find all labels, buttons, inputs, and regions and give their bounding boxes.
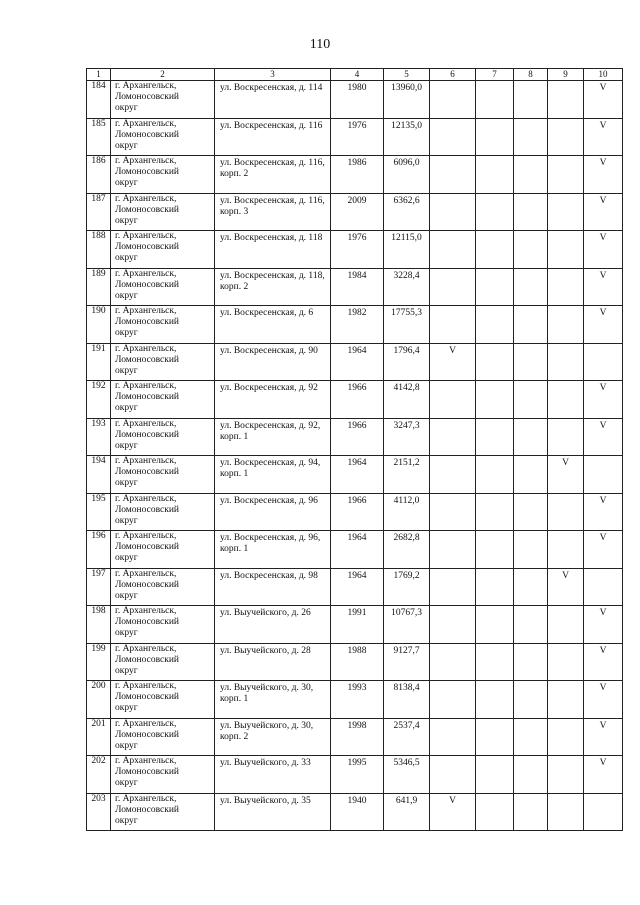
city-line: округ [115, 328, 138, 338]
mark-cell-col-9: V [548, 568, 584, 606]
row-number: 198 [87, 606, 111, 644]
mark-cell-col-9 [548, 681, 584, 719]
city-line: округ [115, 253, 138, 263]
year-cell: 2009 [331, 193, 384, 231]
address-cell: ул. Воскресенская, д. 114 [215, 81, 331, 119]
year-cell: 1993 [331, 681, 384, 719]
mark-cell-col-6 [430, 118, 476, 156]
table-row [87, 381, 623, 419]
mark-cell-col-7 [476, 343, 514, 381]
city-line: г. Архангельск, [115, 643, 177, 654]
mark-cell-col-9 [548, 493, 584, 531]
city-cell [111, 381, 215, 419]
row-number: 190 [87, 306, 111, 344]
year-cell: 1982 [331, 306, 384, 344]
area-cell: 6096,0 [384, 156, 430, 194]
area-cell: 12135,0 [384, 118, 430, 156]
mark-cell-col-8 [514, 531, 548, 569]
city-line: округ [115, 740, 138, 751]
row-number: 185 [87, 118, 111, 156]
address-cell: ул. Воскресенская, д. 116 [215, 118, 331, 156]
mark-cell-col-8 [514, 81, 548, 119]
table-row [87, 606, 623, 644]
year-cell: 1964 [331, 568, 384, 606]
mark-cell-col-6 [430, 268, 476, 306]
city-line: Ломоносовский [115, 804, 180, 815]
address-cell: ул. Выучейского, д. 28 [215, 643, 331, 681]
city-cell [111, 306, 215, 344]
city-line: Ломоносовский [115, 129, 180, 140]
area-cell: 5346,5 [384, 756, 430, 794]
city-line: Ломоносовский [115, 767, 180, 777]
city-cell [111, 268, 215, 306]
mark-cell-col-6 [430, 306, 476, 344]
city-line: Ломоносовский [115, 504, 180, 515]
city-line: г. Архангельск, [115, 118, 177, 129]
mark-cell-col-6 [430, 81, 476, 119]
year-cell: 1991 [331, 606, 384, 644]
area-cell: 3247,3 [384, 418, 430, 456]
area-cell: 17755,3 [384, 306, 430, 344]
address-cell: ул. Воскресенская, д. 96, корп. 1 [215, 531, 331, 569]
mark-cell-col-7 [476, 756, 514, 794]
city-line: Ломоносовский [115, 579, 180, 590]
mark-cell-col-6 [430, 643, 476, 681]
city-line: г. Архангельск, [115, 343, 177, 354]
year-cell: 1988 [331, 643, 384, 681]
table-row [87, 118, 623, 156]
city-line: Ломоносовский [115, 542, 180, 552]
city-line: г. Архангельск, [115, 268, 177, 279]
city-cell [111, 118, 215, 156]
mark-cell-col-9 [548, 793, 584, 831]
area-cell: 3228,4 [384, 268, 430, 306]
city-cell [111, 493, 215, 531]
city-line: г. Архангельск, [115, 793, 177, 804]
year-cell: 1966 [331, 381, 384, 419]
city-line: Ломоносовский [115, 617, 180, 627]
city-line: округ [115, 515, 138, 526]
row-number: 194 [87, 456, 111, 494]
mark-cell-col-10: V [584, 531, 623, 569]
mark-cell-col-8 [514, 418, 548, 456]
column-header: 1 [87, 69, 111, 81]
mark-cell-col-7 [476, 718, 514, 756]
address-cell: ул. Воскресенская, д. 98 [215, 568, 331, 606]
city-line: г. Архангельск, [115, 306, 177, 316]
area-cell: 8138,4 [384, 681, 430, 719]
address-cell: ул. Воскресенская, д. 118 [215, 231, 331, 269]
table-row [87, 493, 623, 531]
city-line: Ломоносовский [115, 354, 180, 365]
column-number-row [87, 69, 623, 81]
city-line: г. Архангельск, [115, 193, 177, 204]
mark-cell-col-6 [430, 193, 476, 231]
address-cell: ул. Выучейского, д. 33 [215, 756, 331, 794]
city-line: Ломоносовский [115, 729, 180, 740]
mark-cell-col-10: V [584, 718, 623, 756]
mark-cell-col-10: V [584, 81, 623, 119]
city-line: г. Архангельск, [115, 418, 177, 429]
city-cell [111, 456, 215, 494]
city-line: Ломоносовский [115, 392, 180, 402]
table-row [87, 306, 623, 344]
address-cell: ул. Выучейского, д. 35 [215, 793, 331, 831]
row-number: 195 [87, 493, 111, 531]
area-cell: 13960,0 [384, 81, 430, 119]
column-header: 2 [111, 69, 215, 81]
mark-cell-col-8 [514, 793, 548, 831]
mark-cell-col-6 [430, 493, 476, 531]
row-number: 184 [87, 81, 111, 119]
address-cell: ул. Воскресенская, д. 92 [215, 381, 331, 419]
mark-cell-col-9 [548, 231, 584, 269]
address-cell: ул. Воскресенская, д. 116, корп. 3 [215, 193, 331, 231]
year-cell: 1966 [331, 418, 384, 456]
mark-cell-col-7 [476, 568, 514, 606]
mark-cell-col-9 [548, 343, 584, 381]
year-cell: 1964 [331, 343, 384, 381]
city-line: г. Архангельск, [115, 81, 177, 91]
city-line: г. Архангельск, [115, 681, 177, 691]
year-cell: 1986 [331, 156, 384, 194]
area-cell: 9127,7 [384, 643, 430, 681]
mark-cell-col-10 [584, 343, 623, 381]
city-cell [111, 343, 215, 381]
mark-cell-col-9 [548, 118, 584, 156]
mark-cell-col-8 [514, 681, 548, 719]
mark-cell-col-7 [476, 381, 514, 419]
mark-cell-col-7 [476, 231, 514, 269]
year-cell: 1964 [331, 456, 384, 494]
mark-cell-col-6 [430, 456, 476, 494]
city-line: г. Архангельск, [115, 493, 177, 504]
mark-cell-col-10: V [584, 381, 623, 419]
mark-cell-col-7 [476, 118, 514, 156]
year-cell: 1984 [331, 268, 384, 306]
address-cell: ул. Выучейского, д. 26 [215, 606, 331, 644]
address-cell: ул. Воскресенская, д. 92, корп. 1 [215, 418, 331, 456]
mark-cell-col-6 [430, 606, 476, 644]
column-header: 8 [514, 69, 548, 81]
mark-cell-col-9 [548, 756, 584, 794]
city-line: Ломоносовский [115, 242, 180, 252]
mark-cell-col-9 [548, 306, 584, 344]
city-cell [111, 531, 215, 569]
mark-cell-col-6 [430, 756, 476, 794]
mark-cell-col-10: V [584, 681, 623, 719]
mark-cell-col-7 [476, 268, 514, 306]
city-line: Ломоносовский [115, 204, 180, 215]
address-cell: ул. Выучейского, д. 30, корп. 2 [215, 718, 331, 756]
mark-cell-col-8 [514, 268, 548, 306]
city-line: округ [115, 178, 138, 188]
mark-cell-col-8 [514, 756, 548, 794]
year-cell: 1964 [331, 531, 384, 569]
area-cell: 2682,8 [384, 531, 430, 569]
mark-cell-col-7 [476, 456, 514, 494]
area-cell: 1796,4 [384, 343, 430, 381]
city-cell [111, 643, 215, 681]
mark-cell-col-9 [548, 718, 584, 756]
mark-cell-col-7 [476, 531, 514, 569]
table-body [87, 81, 623, 831]
row-number: 192 [87, 381, 111, 419]
mark-cell-col-10: V [584, 231, 623, 269]
column-header: 3 [215, 69, 331, 81]
city-cell [111, 793, 215, 831]
row-number: 188 [87, 231, 111, 269]
city-line: округ [115, 478, 138, 488]
city-line: округ [115, 815, 138, 826]
mark-cell-col-10: V [584, 268, 623, 306]
address-cell: ул. Воскресенская, д. 6 [215, 306, 331, 344]
year-cell: 1998 [331, 718, 384, 756]
row-number: 196 [87, 531, 111, 569]
mark-cell-col-8 [514, 231, 548, 269]
mark-cell-col-8 [514, 493, 548, 531]
mark-cell-col-8 [514, 306, 548, 344]
mark-cell-col-10: V [584, 493, 623, 531]
year-cell: 1980 [331, 81, 384, 119]
city-line: округ [115, 440, 138, 451]
mark-cell-col-9 [548, 268, 584, 306]
mark-cell-col-6 [430, 531, 476, 569]
column-header: 9 [548, 69, 584, 81]
area-cell: 4112,0 [384, 493, 430, 531]
mark-cell-col-8 [514, 381, 548, 419]
city-line: г. Архангельск, [115, 381, 177, 391]
city-line: Ломоносовский [115, 429, 180, 440]
address-cell: ул. Воскресенская, д. 96 [215, 493, 331, 531]
mark-cell-col-9 [548, 418, 584, 456]
mark-cell-col-7 [476, 81, 514, 119]
city-cell [111, 231, 215, 269]
year-cell: 1976 [331, 118, 384, 156]
mark-cell-col-6 [430, 681, 476, 719]
mark-cell-col-8 [514, 193, 548, 231]
mark-cell-col-10: V [584, 118, 623, 156]
city-cell [111, 156, 215, 194]
city-line: округ [115, 290, 138, 301]
mark-cell-col-7 [476, 493, 514, 531]
area-cell: 641,9 [384, 793, 430, 831]
mark-cell-col-8 [514, 118, 548, 156]
city-cell [111, 681, 215, 719]
row-number: 197 [87, 568, 111, 606]
year-cell: 1976 [331, 231, 384, 269]
table-row [87, 193, 623, 231]
row-number: 187 [87, 193, 111, 231]
mark-cell-col-10: V [584, 193, 623, 231]
column-header: 7 [476, 69, 514, 81]
mark-cell-col-9 [548, 81, 584, 119]
area-cell: 1769,2 [384, 568, 430, 606]
city-line: Ломоносовский [115, 167, 180, 177]
column-header: 5 [384, 69, 430, 81]
city-line: Ломоносовский [115, 317, 180, 327]
city-line: округ [115, 703, 138, 713]
table-row [87, 81, 623, 119]
address-cell: ул. Воскресенская, д. 116, корп. 2 [215, 156, 331, 194]
city-line: Ломоносовский [115, 692, 180, 702]
table-row [87, 456, 623, 494]
table-row [87, 681, 623, 719]
table-row [87, 418, 623, 456]
mark-cell-col-8 [514, 568, 548, 606]
mark-cell-col-10: V [584, 418, 623, 456]
column-header: 6 [430, 69, 476, 81]
table-row [87, 343, 623, 381]
row-number: 203 [87, 793, 111, 831]
city-line: округ [115, 103, 138, 113]
mark-cell-col-10: V [584, 306, 623, 344]
mark-cell-col-8 [514, 456, 548, 494]
mark-cell-col-9 [548, 606, 584, 644]
mark-cell-col-9 [548, 531, 584, 569]
mark-cell-col-10: V [584, 643, 623, 681]
mark-cell-col-9 [548, 643, 584, 681]
city-line: г. Архангельск, [115, 718, 177, 729]
table-row [87, 793, 623, 831]
column-header: 4 [331, 69, 384, 81]
city-cell [111, 193, 215, 231]
city-line: округ [115, 215, 138, 226]
area-cell: 12115,0 [384, 231, 430, 269]
mark-cell-col-7 [476, 681, 514, 719]
mark-cell-col-7 [476, 418, 514, 456]
column-header: 10 [584, 69, 623, 81]
area-cell: 2537,4 [384, 718, 430, 756]
mark-cell-col-6 [430, 156, 476, 194]
mark-cell-col-10 [584, 793, 623, 831]
city-line: г. Архангельск, [115, 606, 177, 616]
mark-cell-col-6: V [430, 343, 476, 381]
table-row [87, 568, 623, 606]
mark-cell-col-8 [514, 718, 548, 756]
mark-cell-col-9 [548, 381, 584, 419]
city-line: г. Архангельск, [115, 756, 177, 766]
mark-cell-col-7 [476, 156, 514, 194]
mark-cell-col-7 [476, 793, 514, 831]
year-cell: 1995 [331, 756, 384, 794]
city-line: Ломоносовский [115, 467, 180, 477]
table-row [87, 643, 623, 681]
mark-cell-col-7 [476, 606, 514, 644]
city-cell [111, 568, 215, 606]
city-line: округ [115, 590, 138, 601]
area-cell: 6362,6 [384, 193, 430, 231]
mark-cell-col-7 [476, 643, 514, 681]
mark-cell-col-10: V [584, 606, 623, 644]
city-cell [111, 718, 215, 756]
year-cell: 1966 [331, 493, 384, 531]
mark-cell-col-6 [430, 418, 476, 456]
city-line: округ [115, 665, 138, 676]
mark-cell-col-6 [430, 568, 476, 606]
city-line: г. Архангельск, [115, 456, 177, 466]
page-number: 110 [309, 37, 331, 52]
table-row [87, 718, 623, 756]
row-number: 189 [87, 268, 111, 306]
city-line: округ [115, 365, 138, 376]
registry-table [86, 68, 623, 831]
mark-cell-col-8 [514, 606, 548, 644]
row-number: 191 [87, 343, 111, 381]
city-cell [111, 81, 215, 119]
mark-cell-col-10 [584, 456, 623, 494]
city-cell [111, 756, 215, 794]
mark-cell-col-6 [430, 231, 476, 269]
mark-cell-col-9 [548, 156, 584, 194]
mark-cell-col-6: V [430, 793, 476, 831]
mark-cell-col-9: V [548, 456, 584, 494]
row-number: 186 [87, 156, 111, 194]
city-line: Ломоносовский [115, 92, 180, 102]
mark-cell-col-6 [430, 718, 476, 756]
city-cell [111, 606, 215, 644]
city-cell [111, 418, 215, 456]
table-row [87, 756, 623, 794]
city-line: Ломоносовский [115, 279, 180, 290]
city-line: г. Архангельск, [115, 231, 177, 241]
table-row [87, 231, 623, 269]
city-line: г. Архангельск, [115, 568, 177, 579]
row-number: 200 [87, 681, 111, 719]
table-row [87, 268, 623, 306]
mark-cell-col-10 [584, 568, 623, 606]
city-line: округ [115, 628, 138, 638]
city-line: округ [115, 140, 138, 151]
city-line: г. Архангельск, [115, 156, 177, 166]
address-cell: ул. Воскресенская, д. 90 [215, 343, 331, 381]
area-cell: 2151,2 [384, 456, 430, 494]
address-cell: ул. Воскресенская, д. 118, корп. 2 [215, 268, 331, 306]
city-line: округ [115, 403, 138, 413]
city-line: округ [115, 778, 138, 788]
city-line: округ [115, 553, 138, 563]
area-cell: 10767,3 [384, 606, 430, 644]
year-cell: 1940 [331, 793, 384, 831]
mark-cell-col-10: V [584, 756, 623, 794]
mark-cell-col-8 [514, 643, 548, 681]
city-line: г. Архангельск, [115, 531, 177, 541]
area-cell: 4142,8 [384, 381, 430, 419]
mark-cell-col-6 [430, 381, 476, 419]
address-cell: ул. Выучейского, д. 30, корп. 1 [215, 681, 331, 719]
row-number: 193 [87, 418, 111, 456]
mark-cell-col-10: V [584, 156, 623, 194]
table-row [87, 156, 623, 194]
mark-cell-col-7 [476, 193, 514, 231]
address-cell: ул. Воскресенская, д. 94, корп. 1 [215, 456, 331, 494]
mark-cell-col-9 [548, 193, 584, 231]
row-number: 199 [87, 643, 111, 681]
mark-cell-col-8 [514, 343, 548, 381]
mark-cell-col-7 [476, 306, 514, 344]
row-number: 201 [87, 718, 111, 756]
mark-cell-col-8 [514, 156, 548, 194]
table-row [87, 531, 623, 569]
row-number: 202 [87, 756, 111, 794]
city-line: Ломоносовский [115, 654, 180, 665]
